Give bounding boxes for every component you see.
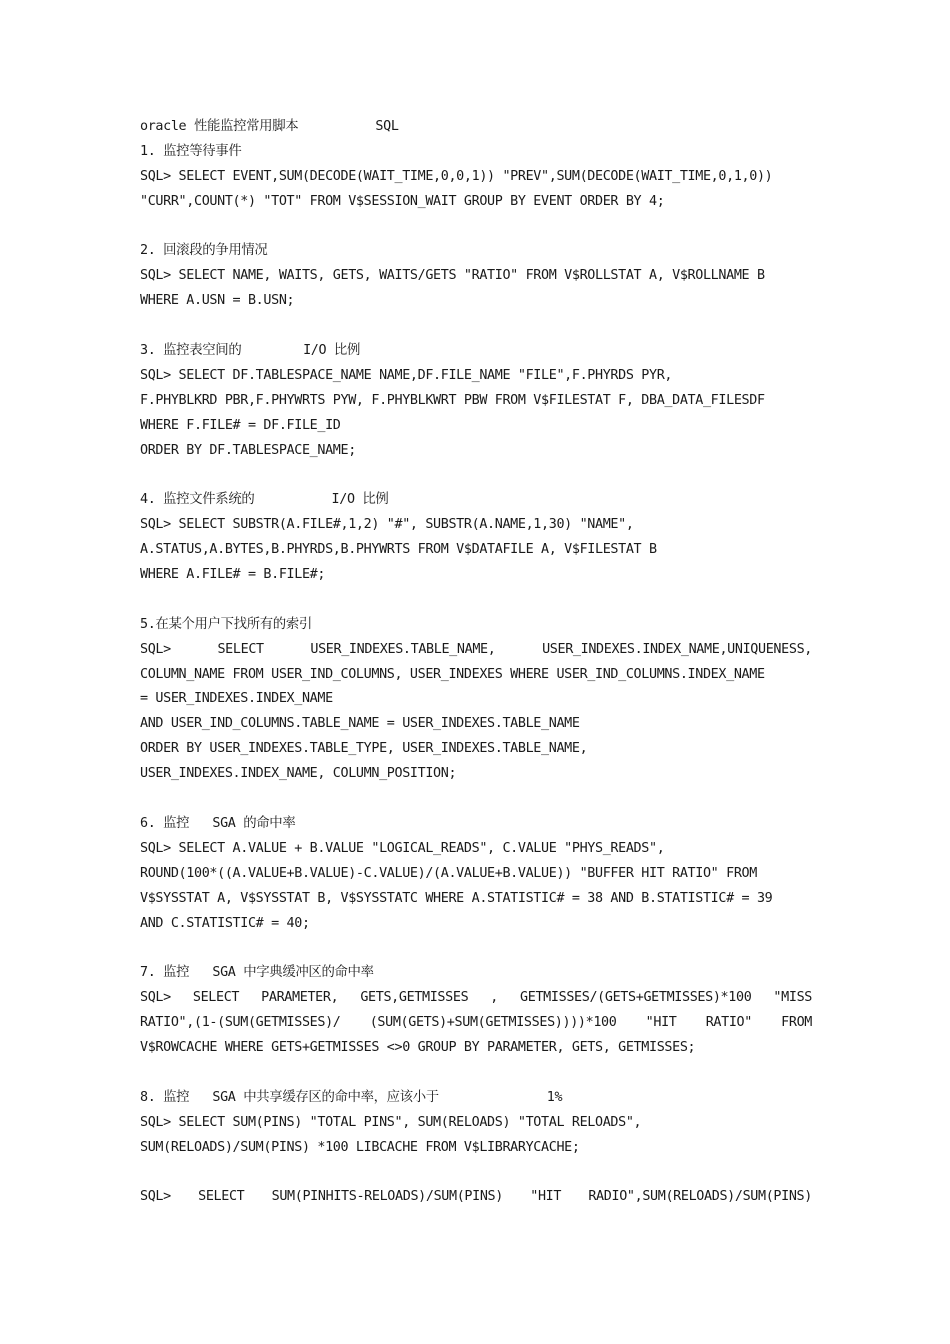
document-body <box>140 115 812 1210</box>
sql-line: SQL> SELECT SUM(PINS) "TOTAL PINS", SUM(RELOADS) "TOTAL RELOADS", <box>140 1114 642 1130</box>
sql-line: SQL> SELECT SUBSTR(A.FILE#,1,2) "#", SUBSTR(A.NAME,1,30) "NAME", <box>140 517 634 533</box>
sql-line: SQL> SELECT NAME, WAITS, GETS, WAITS/GETS "RATIO" FROM V$ROLLSTAT A, V$ROLLNAME B <box>140 268 765 284</box>
sql-line: AND USER_IND_COLUMNS.TABLE_NAME = USER_INDEXES.TABLE_NAME <box>140 716 580 732</box>
sql-line: ROUND(100*((A.VALUE+B.VALUE)-C.VALUE)/(A.VALUE+B.VALUE)) "BUFFER HIT RATIO" FROM <box>140 865 757 881</box>
section-heading-3: 3. 监控表空间的 I/O 比例 <box>140 343 361 359</box>
sql-line: WHERE A.FILE# = B.FILE#; <box>140 567 326 583</box>
blank-line <box>140 215 812 240</box>
section-heading-2: 2. 回滚段的争用情况 <box>140 243 268 259</box>
sql-line: ORDER BY DF.TABLESPACE_NAME; <box>140 442 356 458</box>
sql-line: "CURR",COUNT(*) "TOT" FROM V$SESSION_WAIT GROUP BY EVENT ORDER BY 4; <box>140 193 665 209</box>
sql-line: WHERE A.USN = B.USN; <box>140 293 295 309</box>
sql-line: SQL> SELECT A.VALUE + B.VALUE "LOGICAL_READS", C.VALUE "PHYS_READS", <box>140 840 665 856</box>
sql-line: A.STATUS,A.BYTES,B.PHYRDS,B.PHYWRTS FROM V$DATAFILE A, V$FILESTAT B <box>140 542 657 558</box>
section-heading-7: 7. 监控 SGA 中字典缓冲区的命中率 <box>140 965 374 981</box>
sql-line: SQL> SELECT EVENT,SUM(DECODE(WAIT_TIME,0,0,1)) "PREV",SUM(DECODE(WAIT_TIME,0,1,0)) <box>140 168 773 184</box>
blank-line <box>140 1061 812 1086</box>
sql-line: SQL> SELECT PARAMETER, GETS,GETMISSES , GETMISSES/(GETS+GETMISSES)*100 "MISS <box>140 990 812 1006</box>
blank-line <box>140 588 812 613</box>
sql-line: V$ROWCACHE WHERE GETS+GETMISSES <>0 GROUP BY PARAMETER, GETS, GETMISSES; <box>140 1039 696 1055</box>
sql-line: COLUMN_NAME FROM USER_IND_COLUMNS, USER_INDEXES WHERE USER_IND_COLUMNS.INDEX_NAME <box>140 666 765 682</box>
blank-line <box>140 314 812 339</box>
section-heading-5: 5.在某个用户下找所有的索引 <box>140 616 312 632</box>
sql-line: V$SYSSTAT A, V$SYSSTAT B, V$SYSSTATC WHERE A.STATISTIC# = 38 AND B.STATISTIC# = 39 <box>140 890 773 906</box>
sql-line: WHERE F.FILE# = DF.FILE_ID <box>140 417 341 433</box>
doc-title: oracle 性能监控常用脚本 SQL <box>140 119 399 134</box>
blank-line <box>140 936 812 961</box>
section-heading-1: 1. 监控等待事件 <box>140 143 242 159</box>
sql-line: AND C.STATISTIC# = 40; <box>140 915 310 931</box>
sql-line: F.PHYBLKRD PBR,F.PHYWRTS PYW, F.PHYBLKWRT PBW FROM V$FILESTAT F, DBA_DATA_FILESDF <box>140 392 765 408</box>
section-heading-8: 8. 监控 SGA 中共享缓存区的命中率，应该小于 1% <box>140 1089 563 1105</box>
sql-line: SUM(RELOADS)/SUM(PINS) *100 LIBCACHE FROM V$LIBRARYCACHE; <box>140 1139 580 1155</box>
section-heading-6: 6. 监控 SGA 的命中率 <box>140 815 296 831</box>
blank-line <box>140 787 812 812</box>
sql-line: = USER_INDEXES.INDEX_NAME <box>140 691 333 707</box>
sql-line: RATIO",(1-(SUM(GETMISSES)/ (SUM(GETS)+SUM(GETMISSES))))*100 "HIT RATIO" FROM <box>140 1015 812 1031</box>
sql-line: USER_INDEXES.INDEX_NAME, COLUMN_POSITION; <box>140 766 457 782</box>
sql-line: SQL> SELECT DF.TABLESPACE_NAME NAME,DF.FILE_NAME "FILE",F.PHYRDS PYR, <box>140 367 673 383</box>
blank-line <box>140 1160 812 1185</box>
sql-line: ORDER BY USER_INDEXES.TABLE_TYPE, USER_INDEXES.TABLE_NAME, <box>140 741 588 757</box>
blank-line <box>140 463 812 488</box>
sql-line: SQL> SELECT SUM(PINHITS-RELOADS)/SUM(PINS) "HIT RADIO",SUM(RELOADS)/SUM(PINS) <box>140 1189 812 1205</box>
section-heading-4: 4. 监控文件系统的 I/O 比例 <box>140 492 389 508</box>
sql-line: SQL> SELECT USER_INDEXES.TABLE_NAME, USER_INDEXES.INDEX_NAME,UNIQUENESS, <box>140 641 812 657</box>
